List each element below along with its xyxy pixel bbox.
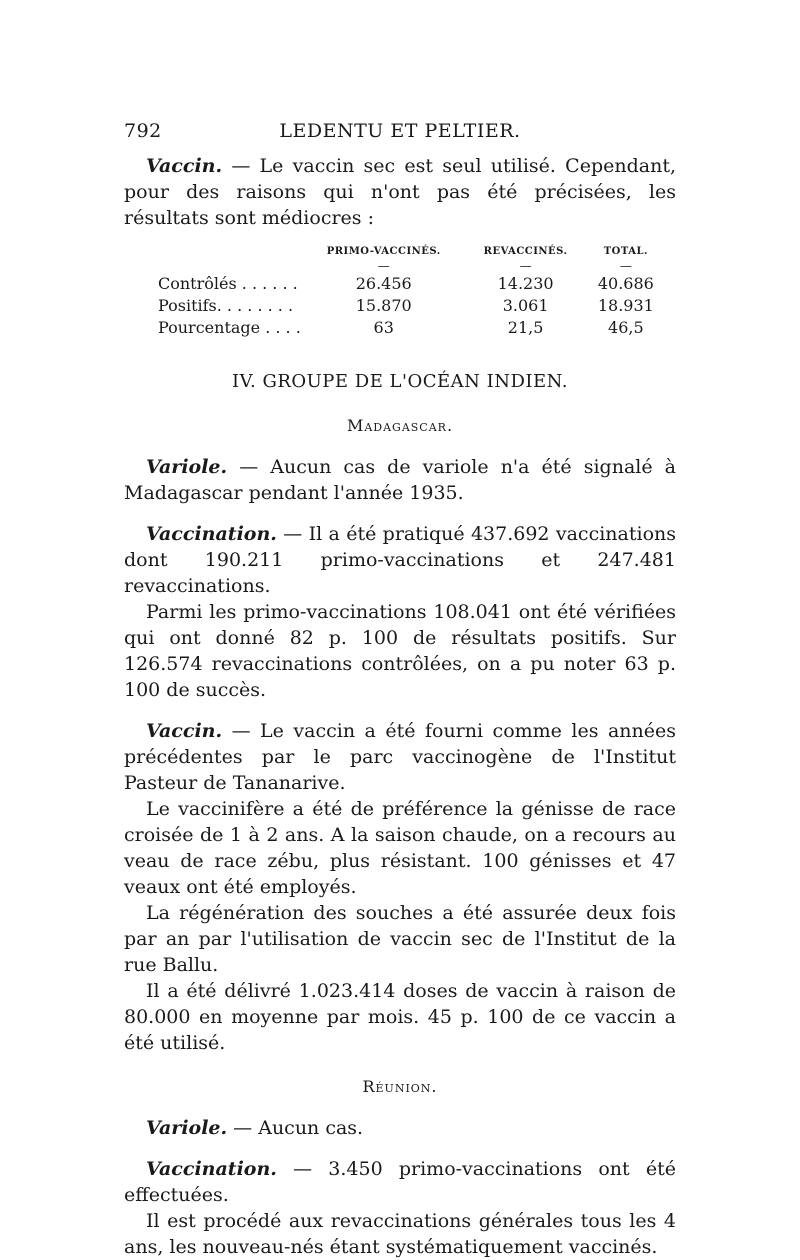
column-header: REVACCINÉS. [483, 246, 568, 257]
regeneration-paragraph: La régénération des souches a été assurée deux fois par an par l'utilisation de vaccin sec de l'Institut de la rue Ballu. [124, 902, 676, 976]
cell-revac: 3.061 [502, 296, 549, 315]
vaccinifere-paragraph: Le vaccinifère a été de préférence la génisse de race croisée de 1 à 2 ans. A la saison chaude, on a recours au veau de race zébu, plus résistant. 100 génisses et 47 veaux ont été employés. [124, 798, 676, 898]
column-header: PRIMO-VACCINÉS. [326, 246, 441, 257]
vaccination-text: — Il a été pratiqué 437.692 vaccinations dont 190.211 primo-vaccinations et 247.481 revaccinations. [124, 523, 676, 597]
vaccination-label: Vaccination. [146, 523, 277, 545]
section-title: IV. GROUPE DE L'OCÉAN INDIEN. [232, 371, 568, 392]
cell-revac: 14.230 [497, 274, 554, 293]
row-label: Positifs. . . . . . . . [158, 296, 294, 315]
vaccin-label: Vaccin. [146, 720, 223, 742]
vaccin-label: Vaccin. [146, 155, 223, 177]
dash: — [519, 259, 532, 273]
page-header [124, 120, 676, 144]
cell-total: 18.931 [597, 296, 654, 315]
variole-paragraph [124, 454, 676, 506]
cell-revac: 21,5 [507, 318, 544, 337]
variole-text: — Aucun cas. [227, 1117, 364, 1139]
vaccination-text: — 3.450 primo-vaccinations ont été effectuées. [124, 1158, 676, 1206]
cell-total: 40.686 [597, 274, 654, 293]
vaccination-paragraph-2: Parmi les primo-vaccinations 108.041 ont été vérifiées qui ont donné 82 p. 100 de résultats positifs. Sur 126.574 revaccinations contrôlées, on a pu noter 63 p. 100 de succès. [124, 601, 676, 701]
delivery-paragraph: Il a été délivré 1.023.414 doses de vaccin à raison de 80.000 en moyenne par mois. 45 p. 100 de ce vaccin a été utilisé. [124, 980, 676, 1054]
row-label: Pourcentage . . . . [158, 318, 301, 337]
table-row [158, 317, 666, 339]
dash: — [619, 259, 632, 273]
cell-primo: 26.456 [355, 274, 412, 293]
vaccin-text: — Le vaccin a été fourni comme les années précédentes par le parc vaccinogène de l'Institut Pasteur de Tananarive. [124, 720, 676, 794]
running-title: LEDENTU ET PELTIER. [279, 120, 521, 142]
vaccin-paragraph [124, 153, 676, 231]
vaccination-paragraph [124, 521, 676, 599]
revaccination-paragraph: Il est procédé aux revaccinations générales tous les 4 ans, les nouveau-nés étant systématiquement vaccinés. [124, 1210, 676, 1258]
variole-paragraph-reunion [124, 1115, 676, 1141]
vaccination-paragraph-reunion [124, 1156, 676, 1208]
page-body [124, 153, 676, 1260]
vaccin-paragraph-madagascar [124, 718, 676, 796]
table-header-row [158, 245, 666, 259]
column-header: TOTAL. [603, 246, 649, 257]
variole-label: Variole. [146, 456, 228, 478]
table-row [158, 295, 666, 317]
page-number: 792 [124, 120, 162, 142]
row-label: Contrôlés . . . . . . [158, 274, 298, 293]
dash: — [377, 259, 390, 273]
variole-text: — Aucun cas de variole n'a été signalé à Madagascar pendant l'année 1935. [124, 456, 676, 504]
table-dash-row [158, 259, 666, 273]
variole-label: Variole. [146, 1117, 228, 1139]
vaccin-text: — Le vaccin sec est seul utilisé. Cependant, pour des raisons qui n'ont pas été précisées, les résultats sont médiocres : [124, 155, 676, 229]
vaccination-label: Vaccination. [146, 1158, 277, 1180]
cell-total: 46,5 [608, 318, 644, 337]
results-table [158, 245, 666, 339]
subsection-title-reunion: Réunion. [362, 1077, 438, 1096]
table-row [158, 273, 666, 295]
cell-primo: 15.870 [355, 296, 412, 315]
subsection-title-madagascar: Madagascar. [346, 416, 454, 435]
cell-primo: 63 [373, 318, 394, 337]
